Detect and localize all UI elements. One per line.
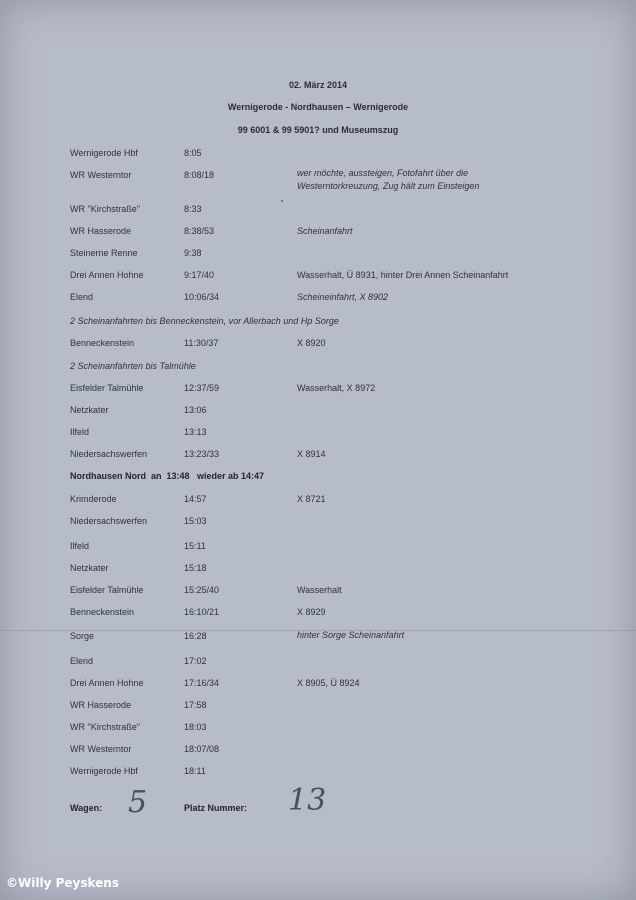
remark-line: 2 Scheinanfahrten bis Talmühle bbox=[70, 361, 196, 371]
station-name: WR "Kirchstraße" bbox=[70, 722, 140, 732]
station-note: X 8920 bbox=[297, 338, 326, 348]
station-time: 14:57 bbox=[184, 494, 207, 504]
sheet-date: 02. März 2014 bbox=[288, 80, 348, 90]
station-time: 15:11 bbox=[184, 541, 206, 551]
station-time: 12:37/59 bbox=[184, 383, 220, 393]
paper-speck bbox=[281, 200, 283, 202]
station-name: WR "Kirchstraße" bbox=[70, 204, 140, 214]
station-name: Benneckenstein bbox=[70, 607, 135, 617]
station-time: 16:28 bbox=[184, 631, 207, 641]
station-time: 9:17/40 bbox=[184, 270, 215, 280]
station-name: Wernigerode Hbf bbox=[70, 148, 138, 158]
station-time: 11:30/37 bbox=[184, 338, 219, 348]
station-name: Drei Annen Hohne bbox=[70, 678, 144, 688]
station-time: 9:38 bbox=[184, 248, 202, 258]
station-name: Drei Annen Hohne bbox=[70, 270, 144, 280]
station-time: 15:18 bbox=[184, 563, 207, 573]
photographer-watermark: ©Willy Peyskens bbox=[6, 876, 119, 890]
station-note: Wasserhalt, X 8972 bbox=[297, 383, 376, 393]
station-name: Eisfelder Talmühle bbox=[70, 383, 144, 393]
station-note: Wasserhalt, Ü 8931, hinter Drei Annen Scheinanfahrt bbox=[297, 270, 509, 280]
station-note: wer möchte, aussteigen, Fotofahrt über die bbox=[297, 168, 469, 178]
station-time: 13:06 bbox=[184, 405, 207, 415]
station-name: Wernigerode Hbf bbox=[70, 766, 138, 776]
station-time: 17:02 bbox=[184, 656, 207, 666]
station-time: 13:13 bbox=[184, 427, 207, 437]
station-time: 16:10/21 bbox=[184, 607, 220, 617]
sheet-train: 99 6001 & 99 5901? und Museumszug bbox=[237, 125, 399, 135]
station-time: 15:25/40 bbox=[184, 585, 220, 595]
station-note: Wasserhalt bbox=[297, 585, 342, 595]
station-name: Sorge bbox=[70, 631, 95, 641]
station-note: X 8905, Ü 8924 bbox=[297, 678, 360, 688]
station-name: Elend bbox=[70, 292, 94, 302]
platz-handwritten-value: 13 bbox=[288, 783, 327, 818]
station-time: 17:58 bbox=[184, 700, 207, 710]
station-time: 18:03 bbox=[184, 722, 207, 732]
station-name: WR Westerntor bbox=[70, 170, 132, 180]
station-name: Krimderode bbox=[70, 494, 117, 504]
station-name: WR Hasserode bbox=[70, 700, 132, 710]
station-name: Niedersachswerfen bbox=[70, 516, 148, 526]
station-name: Benneckenstein bbox=[70, 338, 135, 348]
station-name: Netzkater bbox=[70, 405, 109, 415]
station-time: 17:16/34 bbox=[184, 678, 220, 688]
platz-label: Platz Nummer: bbox=[184, 803, 248, 813]
station-note: Scheinanfahrt bbox=[297, 226, 353, 236]
station-note: X 8929 bbox=[297, 607, 326, 617]
wagen-label: Wagen: bbox=[70, 803, 103, 813]
station-name: Niedersachswerfen bbox=[70, 449, 148, 459]
wagen-handwritten-value: 5 bbox=[128, 785, 148, 820]
remark-line: 2 Scheinanfahrten bis Benneckenstein, vor Allerbach und Hp Sorge bbox=[70, 316, 339, 326]
station-time: 18:11 bbox=[184, 766, 206, 776]
station-time: 10:06/34 bbox=[184, 292, 220, 302]
station-name: Steinerne Renne bbox=[70, 248, 138, 258]
station-name: Netzkater bbox=[70, 563, 109, 573]
station-name: WR Hasserode bbox=[70, 226, 132, 236]
station-note-cont: Westerntorkreuzung, Zug hält zum Einsteigen bbox=[297, 181, 480, 191]
station-name: WR Westerntor bbox=[70, 744, 132, 754]
station-time: 13:23/33 bbox=[184, 449, 220, 459]
station-note: Scheineinfahrt, X 8902 bbox=[297, 292, 389, 302]
station-name: Ilfeld bbox=[70, 541, 90, 551]
station-time: 8:38/53 bbox=[184, 226, 215, 236]
station-note: X 8721 bbox=[297, 494, 326, 504]
station-time: 15:03 bbox=[184, 516, 207, 526]
station-time: 8:33 bbox=[184, 204, 202, 214]
station-name: Ilfeld bbox=[70, 427, 90, 437]
station-time: 18:07/08 bbox=[184, 744, 220, 754]
station-note: hinter Sorge Scheinanfahrt bbox=[297, 630, 405, 640]
station-name: Eisfelder Talmühle bbox=[70, 585, 144, 595]
turnaround-line: Nordhausen Nord an 13:48 wieder ab 14:47 bbox=[70, 471, 265, 481]
sheet-route: Wernigerode - Nordhausen – Wernigerode bbox=[227, 102, 409, 112]
station-time: 8:08/18 bbox=[184, 170, 215, 180]
station-name: Elend bbox=[70, 656, 94, 666]
station-note: X 8914 bbox=[297, 449, 326, 459]
station-time: 8:05 bbox=[184, 148, 202, 158]
